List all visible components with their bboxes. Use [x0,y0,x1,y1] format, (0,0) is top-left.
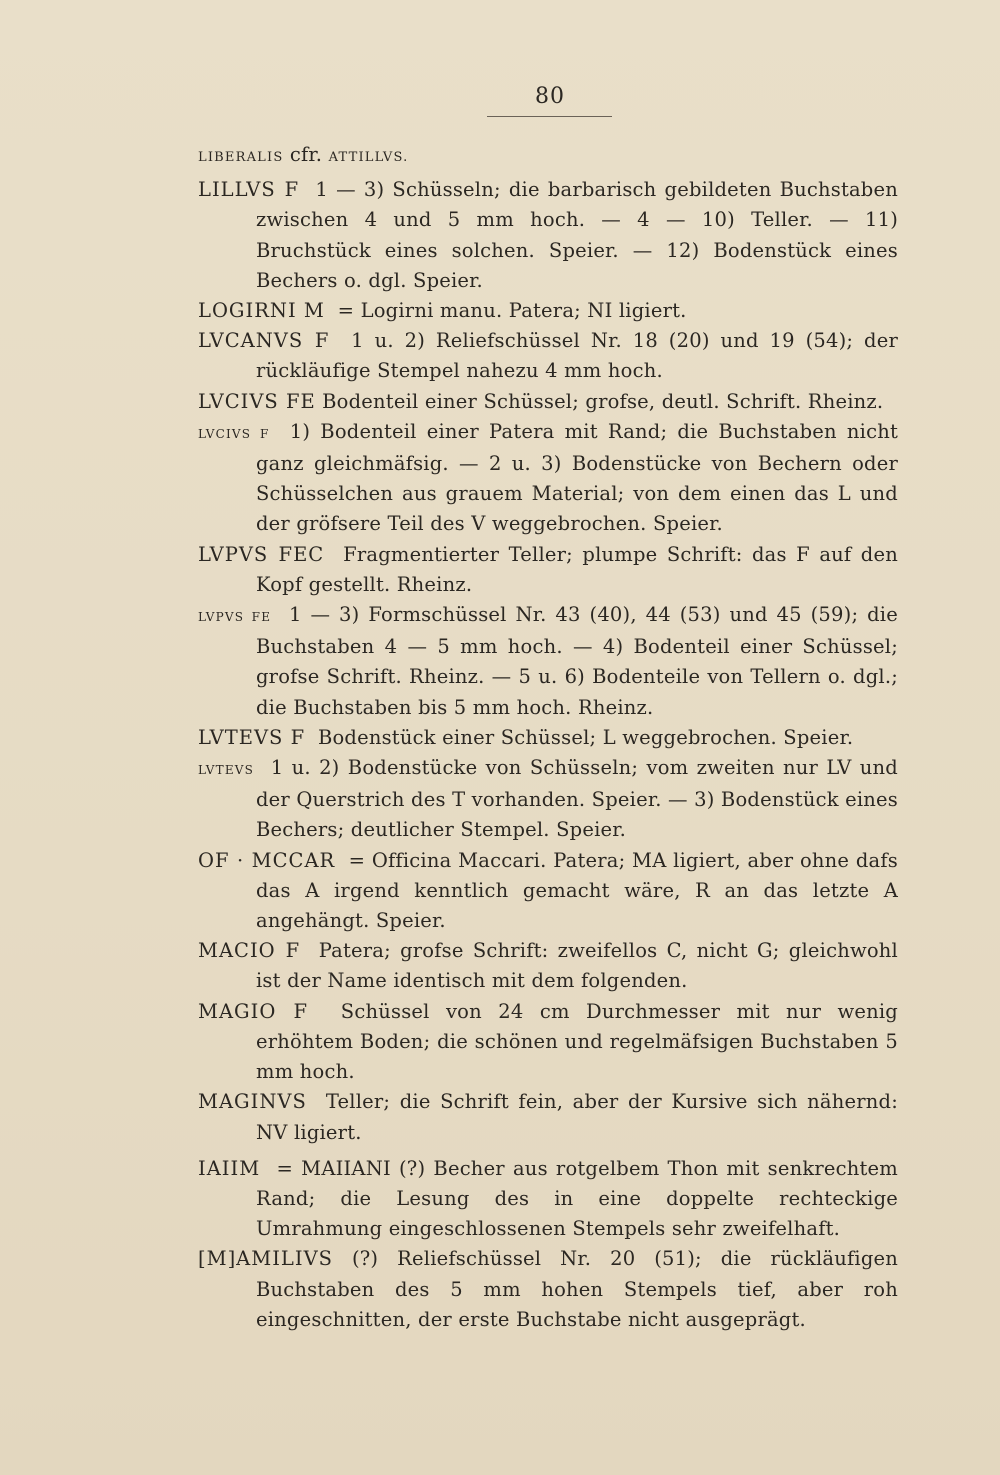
entry [198,846,898,937]
entry [198,1087,898,1147]
entry [198,936,898,996]
entry [198,387,898,417]
entry-text: = Logirni manu. Patera; NI ligiert. [337,299,687,323]
entry-text: 1 u. 2) Reliefschüssel Nr. 18 (20) und 19 (54); der rückläufige Stempel nahezu 4 mm hoch. [256,329,898,383]
entry-head-stamp: OF · MCCAR [198,848,336,872]
entry-text: Bodenstück einer Schüssel; L weggebrochen. Speier. [317,725,854,749]
entry-head-stamp: LVCIVS F [198,426,270,441]
entry-head-stamp: [M]AMILIVS [198,1247,334,1271]
entry-head-stamp: LIBERALIS [198,150,284,165]
entry [198,997,898,1088]
entry-text: 1 — 3) Schüsseln; die barbarisch gebildeten Buchstaben zwischen 4 und 5 mm hoch. — 4 — 10) Teller. — 11) Bruchstück eines solchen. Speier. — 12) Bodenstück eines Bechers o. dgl. Speier. [256,178,898,292]
page-number: 80 [535,84,565,109]
entry-head-stamp: LILLVS F [198,178,300,202]
entry [198,600,898,723]
entry [198,540,898,600]
entry-head-stamp: IAIIM [198,1156,261,1180]
entry-head-stamp: LVPVS FE [198,610,272,625]
entry-text: = Officina Maccari. Patera; MA ligiert, aber ohne dafs das A irgend kenntlich gemacht wäre, R an das letzte A angehängt. Speier. [256,848,898,933]
entry [198,140,898,173]
entry [198,417,898,540]
entry-text: 1 u. 2) Bodenstücke von Schüsseln; vom zweiten nur LV und der Querstrich des T vorhanden. Speier. — 3) Bodenstück eines Bechers; deutlicher Stempel. Speier. [256,756,898,842]
entry-cross-reference: ATTILLVS. [328,150,409,165]
entry-head-stamp: LVCIVS FE [198,389,316,413]
entry-text: Fragmentierter Teller; plumpe Schrift: das F auf den Kopf gestellt. Rheinz. [256,542,898,596]
entry-text: (?) Reliefschüssel Nr. 20 (51); die rückläufigen Buchstaben des 5 mm hohen Stempels tief, aber roh eingeschnitten, der erste Buchstabe nicht ausgeprägt. [256,1247,898,1331]
entry [198,175,898,296]
entry [198,753,898,846]
entry-head-stamp: LOGIRNI M [198,299,325,323]
entry-head-stamp: LVCANVS F [198,329,330,353]
entry-text: 1) Bodenteil einer Patera mit Rand; die Buchstaben nicht ganz gleichmäfsig. — 2 u. 3) Bodenstücke von Bechern oder Schüsselchen aus grauem Material; von dem einen das L und der gröfsere Teil des V weggebrochen. Speier. [256,419,898,536]
entry-text: cfr. [283,143,329,166]
entry-head-stamp: LVTEVS F [198,725,306,749]
entry-text: 1 — 3) Formschüssel Nr. 43 (40), 44 (53) und 45 (59); die Buchstaben 4 — 5 mm hoch. — 4) Bodenteil einer Schüssel; grofse Schrift. Rheinz. — 5 u. 6) Bodenteile von Tellern o. dgl.; die Buchstaben bis 5 mm hoch. Rheinz. [256,603,898,719]
entry-text: Teller; die Schrift fein, aber der Kursive sich nähernd: NV ligiert. [256,1090,898,1144]
entry-head-stamp: LVPVS FEC [198,542,325,566]
entry-head-stamp: MAGIO F [198,999,309,1023]
header-rule [487,116,612,117]
entry [198,326,898,386]
catalog-entries [198,140,898,1335]
entry-text: = MAIIANI (?) Becher aus rotgelbem Thon mit senkrechtem Rand; die Lesung des in eine doppelte rechteckige Umrahmung eingeschlossenen Stempels sehr zweifelhaft. [256,1156,898,1241]
entry [198,1154,898,1245]
entry-head-stamp: MACIO F [198,939,301,963]
entry-head-stamp: MAGINVS [198,1090,307,1114]
entry-text: Schüssel von 24 cm Durchmesser mit nur wenig erhöhtem Boden; die schönen und regelmäfsigen Buchstaben 5 mm hoch. [256,999,898,1084]
entry [198,723,898,753]
entry [198,296,898,326]
entry-head-stamp: LVTEVS [198,763,255,778]
entry [198,1244,898,1335]
entry-text: Patera; grofse Schrift: zweifellos C, nicht G; gleichwohl ist der Name identisch mit dem folgenden. [256,939,898,993]
entry-text: Bodenteil einer Schüssel; grofse, deutl. Schrift. Rheinz. [322,389,884,413]
